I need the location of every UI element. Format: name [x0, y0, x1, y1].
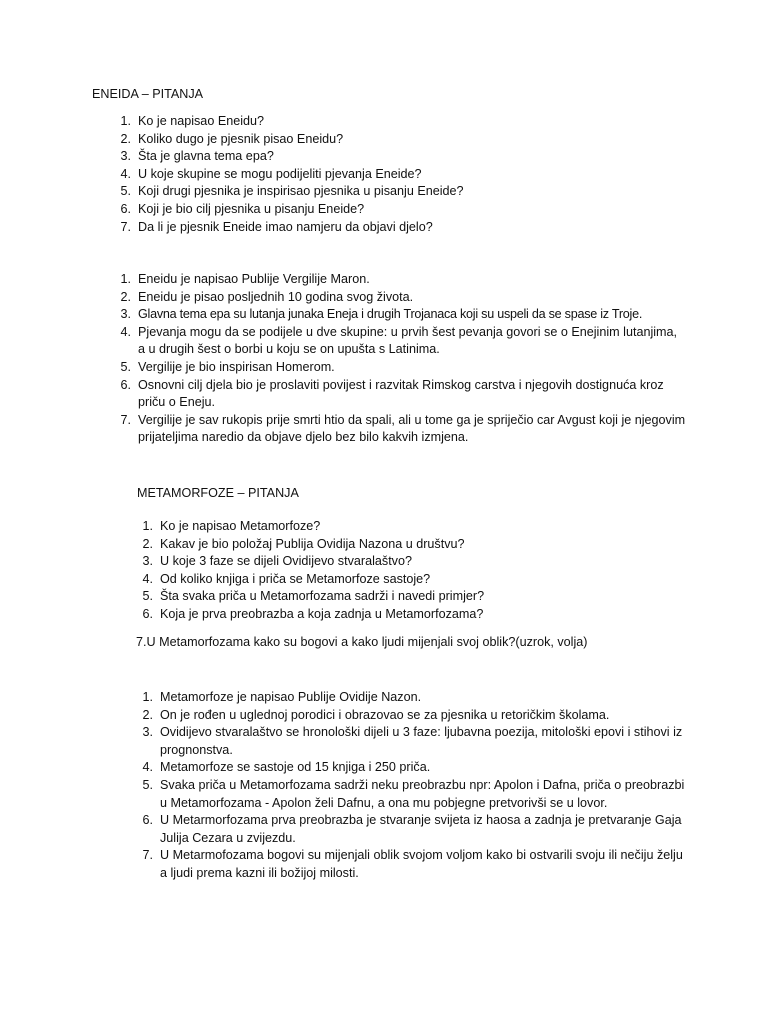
metamorfoze-heading: METAMORFOZE – PITANJA	[137, 486, 299, 500]
metamorfoze-questions-list	[135, 518, 695, 624]
list-item	[113, 289, 686, 307]
list-number: 2.	[142, 536, 153, 551]
list-number: 4.	[142, 571, 153, 586]
list-item	[113, 306, 686, 324]
list-number: 3.	[120, 149, 131, 164]
list-text: U koje 3 faze se dijeli Ovidijevo stvaralaštvo?	[160, 554, 412, 569]
list-text: Od koliko knjiga i priča se Metamorfoze sastoje?	[160, 571, 431, 586]
list-text: Svaka priča u Metamorfozama sadrži neku preobrazbu npr: Apolon i Dafna, priča o preobrazbi u Metamorfozama - Apolon želi Dafnu, a ona mu pobjegne pretvorivši se u lovor.	[160, 777, 685, 810]
list-number: 1.	[142, 690, 153, 704]
list-number: 5.	[142, 777, 153, 792]
list-item	[113, 324, 686, 359]
list-text: U koje skupine se mogu podijeliti pjevanja Eneide?	[138, 166, 422, 181]
list-item	[135, 553, 695, 571]
list-item	[113, 166, 673, 184]
list-number: 5.	[142, 589, 153, 604]
eneida-answers-list	[113, 271, 686, 447]
list-text: Koja je prva preobrazba a koja zadnja u Metamorfozama?	[160, 606, 484, 621]
list-text: Metamorfoze je napisao Publije Ovidije Nazon.	[160, 690, 422, 704]
list-number: 4.	[120, 166, 131, 181]
list-number: 1.	[142, 519, 153, 533]
list-item	[113, 131, 673, 149]
list-text: Koliko dugo je pjesnik pisao Eneidu?	[138, 131, 344, 146]
list-text: Metamorfoze se sastoje od 15 knjiga i 250 priča.	[160, 760, 431, 775]
list-item	[113, 412, 686, 447]
list-item	[113, 271, 686, 289]
list-item	[135, 812, 690, 847]
list-number: 6.	[120, 377, 131, 392]
list-item	[135, 606, 695, 624]
list-number: 6.	[142, 606, 153, 621]
list-text: Ko je napisao Metamorfoze?	[160, 519, 321, 533]
list-item	[113, 148, 673, 166]
list-text: Koji je bio cilj pjesnika u pisanju Eneide?	[138, 201, 365, 216]
list-item	[135, 689, 690, 707]
list-number: 4.	[142, 760, 153, 775]
list-text: Vergilije je bio inspirisan Homerom.	[138, 359, 335, 374]
eneida-questions-list	[113, 113, 673, 236]
list-text: U Metarmofozama bogovi su mijenjali oblik svojom voljom kako bi ostvarili svoju ili nečiju želju a ljudi prema kazni ili božijoj milosti.	[160, 848, 683, 880]
list-text: Eneidu je napisao Publije Vergilije Maron.	[138, 272, 370, 286]
list-item	[113, 219, 673, 237]
list-item	[135, 724, 690, 759]
list-number: 3.	[142, 554, 153, 569]
list-text: Ko je napisao Eneidu?	[138, 114, 265, 128]
list-text: Šta svaka priča u Metamorfozama sadrži i navedi primjer?	[160, 589, 485, 604]
list-number: 1.	[120, 272, 131, 286]
metamorfoze-question-7: 7.U Metamorfozama kako su bogovi a kako ljudi mijenjali svoj oblik?(uzrok, volja)	[136, 635, 588, 649]
list-text: Ovidijevo stvaralaštvo se hronološki dijeli u 3 faze: ljubavna poezija, mitološki epovi i stihovi iz prognonstva.	[160, 725, 683, 757]
list-item	[135, 588, 695, 606]
metamorfoze-answers-list	[135, 689, 690, 883]
list-number: 3.	[142, 725, 153, 740]
list-text: Šta je glavna tema epa?	[138, 149, 274, 164]
list-item	[135, 759, 690, 777]
list-number: 6.	[142, 813, 153, 828]
list-text: Osnovni cilj djela bio je proslaviti povijest i razvitak Rimskog carstva i njegovih dostignuća kroz priču o Eneju.	[138, 377, 664, 410]
list-number: 7.	[142, 848, 153, 863]
list-item	[135, 777, 690, 812]
list-text: Kakav je bio položaj Publija Ovidija Nazona u društvu?	[160, 536, 465, 551]
list-text: Koji drugi pjesnika je inspirisao pjesnika u pisanju Eneide?	[138, 184, 464, 199]
list-text: Eneidu je pisao posljednih 10 godina svog života.	[138, 289, 414, 304]
list-number: 3.	[120, 307, 131, 322]
list-number: 5.	[120, 184, 131, 199]
list-item	[113, 113, 673, 131]
list-text: Glavna tema epa su lutanja junaka Eneja i drugih Trojanaca koji su uspeli da se spase iz Troje.	[138, 307, 643, 322]
list-item	[113, 359, 686, 377]
list-number: 7.	[120, 412, 131, 427]
list-number: 1.	[120, 114, 131, 128]
list-item	[135, 847, 690, 882]
list-item	[135, 518, 695, 536]
list-number: 7.	[120, 219, 131, 234]
list-text: Pjevanja mogu da se podijele u dve skupine: u prvih šest pevanja govori se o Enejinim lutanjima, a u drugih šest o borbi u koju se on upušta s Latinima.	[138, 324, 678, 357]
list-item	[113, 201, 673, 219]
eneida-heading: ENEIDA – PITANJA	[92, 87, 204, 101]
list-item	[135, 707, 690, 725]
list-text: Da li je pjesnik Eneide imao namjeru da objavi djelo?	[138, 219, 433, 234]
list-number: 6.	[120, 201, 131, 216]
list-item	[113, 183, 673, 201]
list-item	[135, 571, 695, 589]
list-number: 2.	[142, 707, 153, 722]
list-text: U Metarmorfozama prva preobrazba je stvaranje svijeta iz haosa a zadnja je pretvaranje Gaja Julija Cezara u zvijezdu.	[160, 813, 682, 845]
list-number: 5.	[120, 359, 131, 374]
list-number: 2.	[120, 289, 131, 304]
list-number: 2.	[120, 131, 131, 146]
list-text: On je rođen u uglednoj porodici i obrazovao se za pjesnika u retoričkim školama.	[160, 707, 610, 722]
list-item	[135, 536, 695, 554]
list-item	[113, 377, 686, 412]
list-number: 4.	[120, 324, 131, 339]
list-text: Vergilije je sav rukopis prije smrti htio da spali, ali u tome ga je spriječio car Avgust koji je njegovim prijateljima naredio da objave djelo bez bilo kakvih izmjena.	[138, 412, 686, 445]
